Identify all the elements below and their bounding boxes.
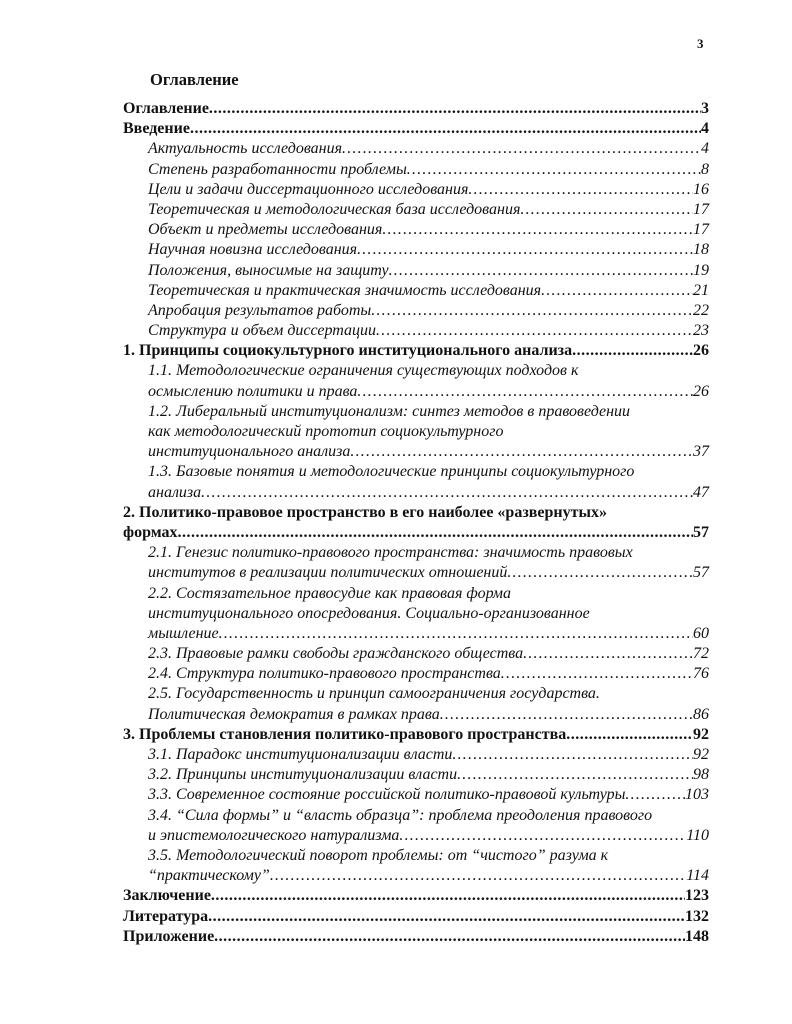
toc-entry-line	[123, 422, 709, 442]
toc-entry-line	[123, 341, 709, 361]
toc-section-entry	[123, 584, 709, 645]
toc-section-entry	[123, 160, 709, 180]
toc-section-entry	[123, 462, 709, 502]
dot-leader	[270, 866, 686, 886]
toc-entry-title: Цели и задачи диссертационного исследования	[148, 180, 469, 198]
toc-entry-title: 3.1. Парадокс институционализации власти	[148, 746, 453, 763]
toc-section-entry	[123, 765, 709, 785]
toc-entry-title: 2.1. Генезис политико-правового пространства: значимость правовых	[148, 544, 633, 562]
toc-entry-title: “практическому”	[148, 867, 270, 885]
dot-leader	[357, 240, 693, 260]
toc-entry-title: институционального опосредования. Социально-организованное	[148, 604, 590, 622]
toc-page-number: 17	[693, 200, 709, 218]
toc-entry-title: Объект и предметы исследования	[148, 221, 383, 239]
toc-entry-title: институционального анализа	[148, 443, 351, 461]
toc-entry-line	[123, 382, 709, 402]
toc-chapter-entry	[123, 99, 709, 119]
toc-page-number: 21	[693, 281, 709, 299]
dot-leader	[407, 160, 701, 180]
toc-entry-line	[123, 705, 709, 725]
toc-page-number: 26	[693, 342, 709, 360]
toc-entry-title: 2. Политико-правовое пространство в его наиболее «развернутых»	[123, 503, 607, 521]
toc-entry-line	[123, 806, 709, 826]
toc-page-number: 23	[693, 322, 709, 340]
table-of-contents	[123, 99, 709, 947]
dot-leader	[357, 382, 693, 402]
dot-leader	[572, 341, 693, 361]
toc-entry-line	[123, 220, 709, 240]
dot-leader	[209, 99, 701, 119]
toc-page-number: 3	[701, 100, 709, 117]
toc-page-number: 57	[693, 564, 709, 582]
toc-page-number: 132	[685, 907, 709, 925]
toc-section-entry	[123, 644, 709, 664]
toc-entry-line	[123, 240, 709, 260]
toc-entry-title: мышление	[148, 624, 219, 642]
toc-entry-title: 3.5. Методологический поворот проблемы: от “чистого” разума к	[148, 846, 609, 864]
dot-leader	[342, 139, 701, 159]
dot-leader	[219, 624, 693, 644]
toc-entry-line	[123, 785, 709, 805]
toc-page-number: 110	[686, 826, 709, 844]
toc-entry-line	[123, 503, 709, 523]
dot-leader	[376, 321, 693, 341]
dot-leader	[214, 927, 685, 947]
toc-entry-title: 1.3. Базовые понятия и методологические принципы социокультурного	[148, 463, 635, 481]
toc-page-number: 103	[685, 786, 709, 804]
toc-entry-line	[123, 624, 709, 644]
toc-page-number: 92	[693, 746, 709, 763]
toc-entry-title: 2.3. Правовые рамки свободы гражданского общества	[148, 645, 524, 663]
toc-section-entry	[123, 402, 709, 463]
dot-leader	[389, 261, 693, 281]
toc-entry-line	[123, 745, 709, 765]
toc-entry-title: осмыслению политики и права	[148, 382, 358, 400]
dot-leader	[625, 785, 685, 805]
toc-entry-line	[123, 846, 709, 866]
toc-page-number: 60	[693, 624, 709, 642]
dot-leader	[468, 180, 693, 200]
toc-section-entry	[123, 281, 709, 301]
toc-entry-line	[123, 644, 709, 664]
toc-entry-title: Апробация результатов работы	[148, 301, 372, 319]
toc-page-number: 57	[693, 523, 709, 541]
dot-leader	[371, 301, 693, 321]
toc-entry-title: 3.4. “Сила формы” и “власть образца”: проблема преодоления правового	[148, 806, 653, 824]
dot-leader	[507, 563, 693, 583]
toc-entry-line	[123, 563, 709, 583]
dot-leader	[208, 907, 685, 927]
toc-entry-title: Структура и объем диссертации	[148, 322, 377, 340]
toc-entry-line	[123, 523, 709, 543]
toc-entry-line	[123, 361, 709, 381]
toc-entry-line	[123, 826, 709, 846]
toc-chapter-entry	[123, 119, 709, 139]
toc-entry-title: 2.4. Структура политико-правового пространства	[148, 665, 501, 683]
toc-entry-title: Заключение	[123, 887, 211, 905]
toc-page-number: 114	[686, 867, 709, 885]
toc-page-number: 4	[701, 120, 709, 138]
toc-page-number: 18	[693, 241, 709, 259]
toc-entry-line	[123, 200, 709, 220]
toc-section-entry	[123, 543, 709, 583]
toc-section-entry	[123, 220, 709, 240]
toc-entry-title: Положения, выносимые на защиту	[148, 261, 389, 279]
toc-entry-line	[123, 301, 709, 321]
toc-entry-title: 3.3. Современное состояние российской политико-правовой культуры	[148, 786, 626, 804]
toc-entry-line	[123, 261, 709, 281]
toc-chapter-entry	[123, 725, 709, 745]
toc-entry-line	[123, 866, 709, 886]
toc-entry-line	[123, 402, 709, 422]
dot-leader	[541, 281, 693, 301]
dot-leader	[211, 886, 685, 906]
toc-page-number: 92	[693, 725, 709, 743]
dot-leader	[201, 483, 693, 503]
toc-page-number: 4	[701, 140, 709, 158]
dot-leader	[452, 745, 693, 765]
toc-chapter-entry	[123, 886, 709, 906]
toc-entry-line	[123, 765, 709, 785]
toc-entry-line	[123, 321, 709, 341]
toc-entry-title: институтов в реализации политических отношений	[148, 564, 508, 582]
dot-leader	[178, 523, 693, 543]
dot-leader	[523, 644, 693, 664]
toc-section-entry	[123, 301, 709, 321]
dot-leader	[440, 705, 693, 725]
toc-page-number: 19	[693, 261, 709, 279]
dot-leader	[566, 725, 693, 745]
dot-leader	[457, 765, 693, 785]
toc-entry-line	[123, 483, 709, 503]
toc-page-number: 8	[701, 160, 709, 178]
toc-entry-title: и эпистемологического натурализма	[148, 826, 400, 844]
toc-entry-title: Введение	[123, 120, 190, 138]
toc-page-number: 148	[685, 927, 709, 945]
toc-entry-line	[123, 584, 709, 604]
toc-entry-line	[123, 281, 709, 301]
toc-entry-line	[123, 99, 709, 119]
toc-chapter-entry	[123, 503, 709, 543]
toc-entry-line	[123, 927, 709, 947]
toc-page-number: 16	[693, 180, 709, 198]
toc-entry-title: Теоретическая и практическая значимость исследования	[148, 281, 542, 299]
dot-leader	[501, 664, 693, 684]
toc-entry-line	[123, 907, 709, 927]
toc-section-entry	[123, 684, 709, 724]
toc-section-entry	[123, 321, 709, 341]
toc-entry-line	[123, 664, 709, 684]
toc-entry-line	[123, 886, 709, 906]
toc-page-number: 26	[693, 382, 709, 400]
toc-section-entry	[123, 180, 709, 200]
toc-entry-line	[123, 543, 709, 563]
toc-section-entry	[123, 361, 709, 401]
toc-entry-title: Актуальность исследования	[148, 140, 343, 158]
toc-entry-title: 1. Принципы социокультурного институционального анализа	[123, 342, 573, 360]
toc-entry-title: 2.2. Состязательное правосудие как правовая форма	[148, 584, 511, 602]
dot-leader	[382, 220, 693, 240]
toc-section-entry	[123, 785, 709, 805]
dot-leader	[190, 119, 701, 139]
dot-leader	[520, 200, 693, 220]
toc-entry-title: как методологический прототип социокультурного	[148, 423, 504, 440]
toc-section-entry	[123, 664, 709, 684]
toc-entry-line	[123, 442, 709, 462]
toc-section-entry	[123, 240, 709, 260]
toc-entry-title: Степень разработанности проблемы	[148, 160, 407, 178]
toc-page-number: 76	[693, 665, 709, 683]
toc-heading: Оглавление	[150, 70, 239, 89]
toc-entry-title: анализа	[148, 483, 202, 501]
toc-entry-title: Политическая демократия в рамках права	[148, 705, 440, 723]
toc-entry-title: 3.2. Принципы институционализации власти	[148, 766, 458, 784]
toc-entry-title: 3. Проблемы становления политико-правового пространства	[123, 725, 567, 743]
toc-entry-title: 1.1. Методологические ограничения существующих подходов к	[148, 362, 579, 380]
toc-section-entry	[123, 200, 709, 220]
toc-entry-line	[123, 604, 709, 624]
toc-page-number: 22	[693, 301, 709, 319]
page-number: 3	[697, 36, 704, 51]
toc-section-entry	[123, 261, 709, 281]
toc-page-number: 37	[693, 443, 709, 461]
dot-leader	[350, 442, 693, 462]
toc-chapter-entry	[123, 341, 709, 361]
toc-page-number: 47	[693, 483, 709, 501]
toc-entry-title: 1.2. Либеральный институционализм: синтез методов в правоведении	[148, 402, 631, 420]
toc-entry-line	[123, 119, 709, 139]
dot-leader	[399, 826, 686, 846]
toc-entry-line	[123, 160, 709, 180]
toc-entry-title: 2.5. Государственность и принцип самоограничения государства.	[148, 685, 600, 703]
toc-chapter-entry	[123, 907, 709, 927]
toc-chapter-entry	[123, 927, 709, 947]
toc-entry-title: Литература	[123, 907, 209, 925]
toc-entry-line	[123, 139, 709, 159]
toc-page-number: 72	[693, 645, 709, 663]
toc-section-entry	[123, 806, 709, 846]
toc-entry-line	[123, 725, 709, 745]
toc-page-number: 98	[693, 766, 709, 784]
toc-entry-title: Оглавление	[123, 100, 209, 117]
toc-entry-line	[123, 684, 709, 704]
toc-page-number: 86	[693, 705, 709, 723]
toc-entry-line	[123, 180, 709, 200]
toc-page-number: 123	[685, 887, 709, 905]
toc-entry-title: Приложение	[123, 927, 215, 945]
toc-section-entry	[123, 139, 709, 159]
toc-section-entry	[123, 846, 709, 886]
toc-entry-title: Теоретическая и методологическая база исследования	[148, 200, 521, 218]
toc-page-number: 17	[693, 221, 709, 239]
toc-entry-title: формах	[123, 523, 178, 541]
toc-section-entry	[123, 745, 709, 765]
toc-entry-title: Научная новизна исследования	[148, 241, 358, 259]
toc-entry-line	[123, 462, 709, 482]
